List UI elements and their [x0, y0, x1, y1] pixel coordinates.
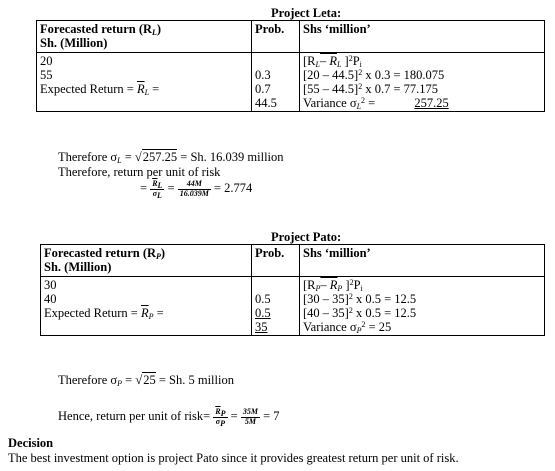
pato-col1-header: Forecasted return $(R_P)$ Sh. (Million) — [41, 245, 252, 277]
pato-fraction-symbolic: $\frac{\overline{R}_P}{\sigma_P}$ — [215, 407, 226, 428]
pato-variance: Variance $\sigma_P^2 = 25$ — [303, 319, 392, 335]
leta-col1-header: Forecasted return $(R_L)$ Sh. (Million) — [37, 21, 252, 53]
pato-return-values: 30 40 Expected Return = $\overline{R}_P$ = — [41, 276, 252, 335]
table-header-row — [37, 21, 545, 53]
pato-col2-header: Prob. — [252, 245, 300, 277]
leta-calc-line-2: [55 – 44.5]$^2$ x 0.7 = 77.175 — [303, 81, 439, 96]
pato-calculations — [300, 276, 545, 335]
pato-sd-line: Therefore $\sigma_P = √25 = Sh$. 5 million — [58, 373, 234, 388]
table-header-row — [41, 245, 545, 277]
pato-title: Project Pato: — [271, 230, 342, 244]
leta-formula-head: [$R_L-$ $R_L$ ]$^2P_i$ — [303, 53, 362, 69]
pato-prob-values: 0.5 0.5 35 — [252, 276, 300, 335]
leta-table — [36, 20, 545, 112]
leta-fraction-symbolic: $\frac{\overline{R}_L}{\sigma_L}$ — [152, 179, 163, 200]
leta-sd-line: Therefore $\sigma_L = √257.25 = Sh$. 16.039 million — [58, 150, 284, 165]
leta-col2-header: Prob. — [252, 21, 300, 53]
pato-fraction-numeric: $\frac{35M}{5M}$ — [242, 407, 258, 426]
pato-col3-header: Shs ‘million’ — [300, 245, 545, 277]
leta-return-per-risk-formula: = $\frac{\overline{R}_L}{\sigma_L}$ = $\frac{44M}{16.039M}$ = 2.774 — [140, 179, 253, 200]
decision-heading: Decision — [8, 436, 54, 450]
leta-variance-value: 257.25 — [414, 95, 449, 110]
leta-return-per-risk-label: Therefore, return per unit of risk — [58, 165, 221, 179]
table-row — [37, 52, 545, 111]
pato-return-per-risk: Hence, return per unit of risk= $\frac{\overline{R}_P}{\sigma_P}$ = $\frac{35M}{5M}$ = 7 — [58, 407, 280, 428]
pato-table — [40, 244, 545, 336]
leta-title: Project Leta: — [271, 6, 342, 20]
leta-calculations — [300, 52, 545, 111]
leta-variance: Variance $\sigma_L^2 = 257.25$ — [303, 95, 449, 111]
leta-fraction-numeric: $\frac{44M}{16.039M}$ — [179, 179, 209, 198]
pato-calc-line-1: [30 – 35]$^2$ x 0.5 = 12.5 — [303, 291, 417, 306]
table-row — [41, 276, 545, 335]
pato-formula-head: [$R_P-$ $R_P$ ]$^2P_i$ — [303, 277, 363, 293]
pato-variance-value: 25 — [378, 319, 392, 334]
leta-calc-line-1: [20 – 44.5]$^2$ x 0.3 = 180.075 — [303, 67, 445, 82]
pato-calc-line-2: [40 – 35]$^2$ x 0.5 = 12.5 — [303, 305, 417, 320]
leta-col3-header: Shs ‘million’ — [300, 21, 545, 53]
leta-prob-values: 0.3 0.7 44.5 — [252, 52, 300, 111]
decision-text: The best investment option is project Pato since it provides greatest return per unit of risk. — [8, 451, 459, 465]
leta-return-values: 20 55 Expected Return = $\overline{R}_L$ = — [37, 52, 252, 111]
